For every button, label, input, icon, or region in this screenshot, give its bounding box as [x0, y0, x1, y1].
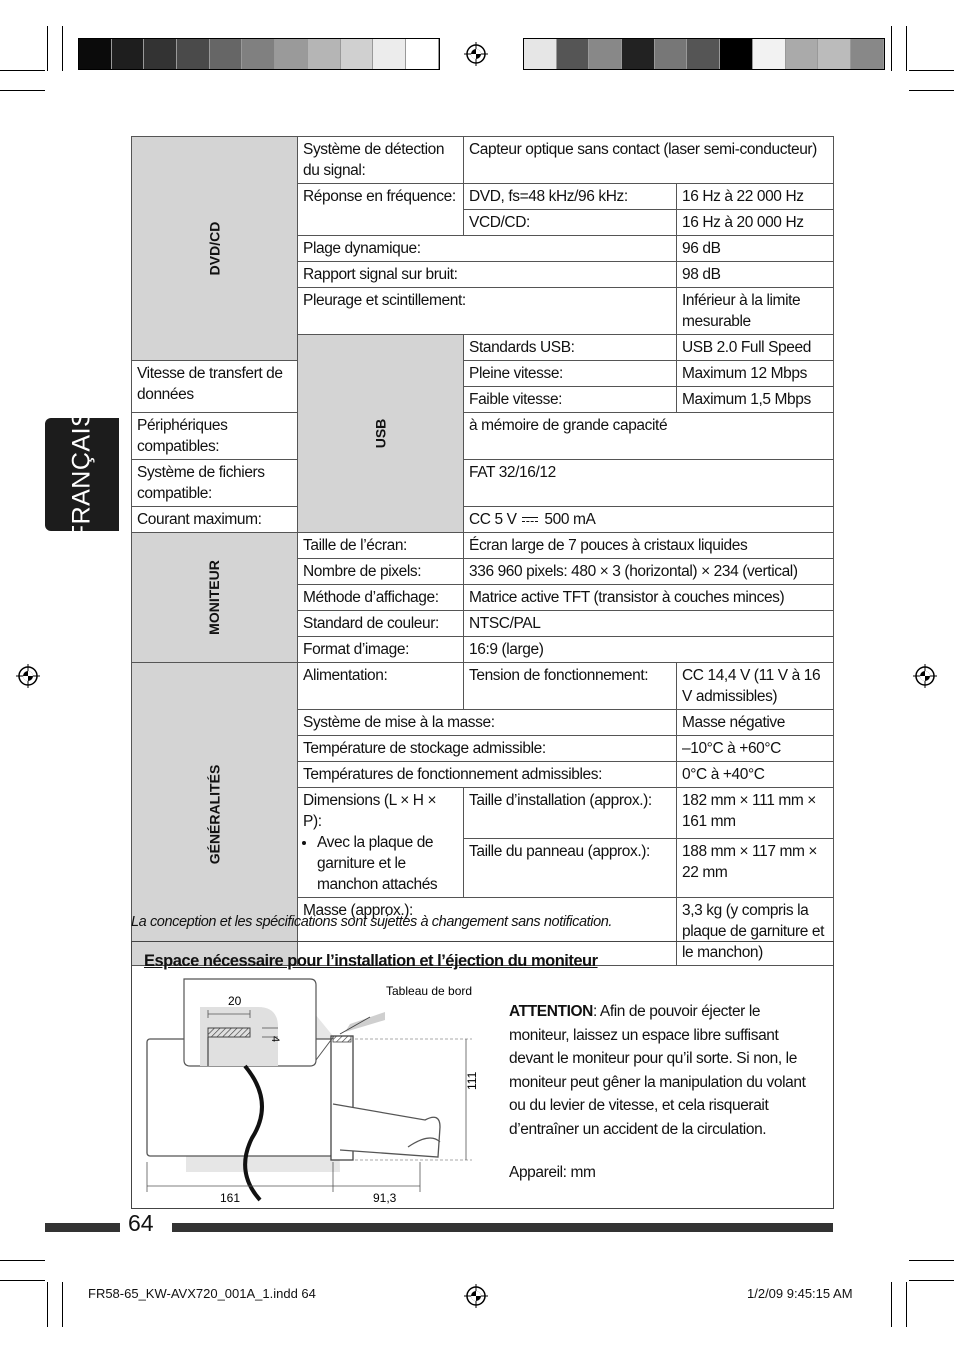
unit-label: Appareil: mm [509, 1164, 596, 1181]
spec-value: 16 Hz à 22 000 Hz [677, 184, 834, 210]
registration-mark-icon [464, 42, 488, 66]
spec-label: Système de fichiers compatible: [132, 460, 298, 507]
page-bar-left [45, 1223, 120, 1232]
spec-label: Format d’image: [298, 637, 464, 663]
table-row [132, 663, 834, 710]
spec-value: 98 dB [677, 262, 834, 288]
dimension-label: 161 [220, 1191, 241, 1205]
language-tab [45, 409, 119, 540]
spec-value: 3,3 kg (y compris la plaque de garniture et le manchon) [677, 898, 834, 966]
spec-value: 96 dB [677, 236, 834, 262]
table-row [132, 361, 834, 387]
dc-symbol-icon [522, 516, 538, 524]
dimension-note: • Avec la plaque de garniture et le manchon attachés [317, 832, 458, 895]
spec-value: Capteur optique sans contact (laser semi-conducteur) [464, 137, 834, 184]
spec-value: Maximum 1,5 Mbps [677, 387, 834, 413]
spec-value: Inférieur à la limite mesurable [677, 288, 834, 335]
page-number: 64 [128, 1210, 154, 1236]
spec-label: Système de détection du signal: [298, 137, 464, 184]
box-title: Espace nécessaire pour l’installation et l’éjection du moniteur [144, 952, 598, 970]
spec-label: Température de stockage admissible: [298, 736, 677, 762]
spec-value: CC 14,4 V (11 V à 16 V admissibles) [677, 663, 834, 710]
color-calibration-bar-right [523, 38, 885, 70]
dashboard-label: Tableau de bord [386, 984, 473, 998]
color-calibration-bar-left [78, 38, 440, 70]
spec-label: Système de mise à la masse: [298, 710, 677, 736]
spec-label: Périphériques compatibles: [132, 413, 298, 460]
registration-mark-icon [464, 1284, 488, 1308]
spec-value: –10°C à +60°C [677, 736, 834, 762]
dimension-label: 20 [228, 994, 242, 1008]
spec-change-note: La conception et les spécifications sont sujettes à changement sans notification. [131, 914, 613, 930]
spec-value: 182 mm × 111 mm × 161 mm [677, 788, 834, 839]
table-row [132, 460, 834, 507]
spec-value: à mémoire de grande capacité [464, 413, 834, 460]
language-tab-label: FRANÇAIS [67, 409, 96, 540]
spec-label: Alimentation: [298, 663, 464, 710]
spec-sublabel: Tension de fonctionnement: [464, 663, 677, 710]
footer-timestamp: 1/2/09 9:45:15 AM [747, 1286, 853, 1301]
spec-value: 16:9 (large) [464, 637, 834, 663]
spec-value: Matrice active TFT (transistor à couches minces) [464, 585, 834, 611]
spec-label: Taille de l’écran: [298, 533, 464, 559]
table-row [132, 137, 834, 184]
spec-sublabel: Faible vitesse: [464, 387, 677, 413]
spec-label: Rapport signal sur bruit: [298, 262, 677, 288]
registration-mark-icon [913, 664, 937, 688]
section-dvd: DVD/CD [132, 137, 298, 361]
page-bar-right [172, 1223, 833, 1232]
spec-value: 16 Hz à 20 000 Hz [677, 210, 834, 236]
table-row [132, 413, 834, 460]
spec-label: Nombre de pixels: [298, 559, 464, 585]
spec-label: Vitesse de transfert de données [132, 361, 298, 413]
attention-text: ATTENTION: Afin de pouvoir éjecter le moniteur, laissez un espace libre suffisant devant le moniteur pour qu’il sorte. Si non, le moniteur peut gêner la manipulation du volant ou du levier de vitesse, et cela risquerait d’entraîner un accident de la circulation. [509, 1003, 806, 1138]
section-monitor: MONITEUR [132, 533, 298, 663]
dimension-label: 111 [465, 1071, 479, 1090]
table-row [132, 507, 834, 533]
spec-label: Pleurage et scintillement: [298, 288, 677, 335]
section-usb: USB [298, 335, 464, 533]
spec-value: CC 5 V 500 mA [464, 507, 834, 533]
footer-filename: FR58-65_KW-AVX720_001A_1.indd 64 [88, 1286, 316, 1301]
spec-label: Méthode d’affichage: [298, 585, 464, 611]
spec-label: Plage dynamique: [298, 236, 677, 262]
spec-value: Masse négative [677, 710, 834, 736]
section-general: GÉNÉRALITÉS [132, 663, 298, 966]
spec-value: 0°C à +40°C [677, 762, 834, 788]
spec-sublabel: Pleine vitesse: [464, 361, 677, 387]
installation-diagram [140, 972, 490, 1208]
spec-label: Courant maximum: [132, 507, 298, 533]
spec-label: Standards USB: [464, 335, 677, 361]
spec-value: Maximum 12 Mbps [677, 361, 834, 387]
spec-label: Températures de fonctionnement admissibles: [298, 762, 677, 788]
spec-label: Réponse en fréquence: [298, 184, 464, 236]
registration-mark-icon [16, 664, 40, 688]
spec-label: Dimensions (L × H × P): • Avec la plaque de garniture et le manchon attachés [298, 788, 464, 898]
spec-sublabel: VCD/CD: [464, 210, 677, 236]
spec-value: 336 960 pixels: 480 × 3 (horizontal) × 234 (vertical) [464, 559, 834, 585]
spec-value: Écran large de 7 pouces à cristaux liquides [464, 533, 834, 559]
spec-value: FAT 32/16/12 [464, 460, 834, 507]
dimension-label: 4 [269, 1036, 281, 1043]
spec-sublabel: Taille d’installation (approx.): [464, 788, 677, 839]
dimension-label: 91,3 [373, 1191, 397, 1205]
installation-space-box [131, 941, 834, 1209]
spec-label: Standard de couleur: [298, 611, 464, 637]
table-row [132, 533, 834, 559]
spec-label: Masse (approx.): [298, 898, 677, 966]
spec-sublabel: Taille du panneau (approx.): [464, 839, 677, 898]
spec-value: NTSC/PAL [464, 611, 834, 637]
spec-value: USB 2.0 Full Speed [677, 335, 834, 361]
spec-value: 188 mm × 117 mm × 22 mm [677, 839, 834, 898]
specifications-table [131, 136, 834, 966]
spec-sublabel: DVD, fs=48 kHz/96 kHz: [464, 184, 677, 210]
